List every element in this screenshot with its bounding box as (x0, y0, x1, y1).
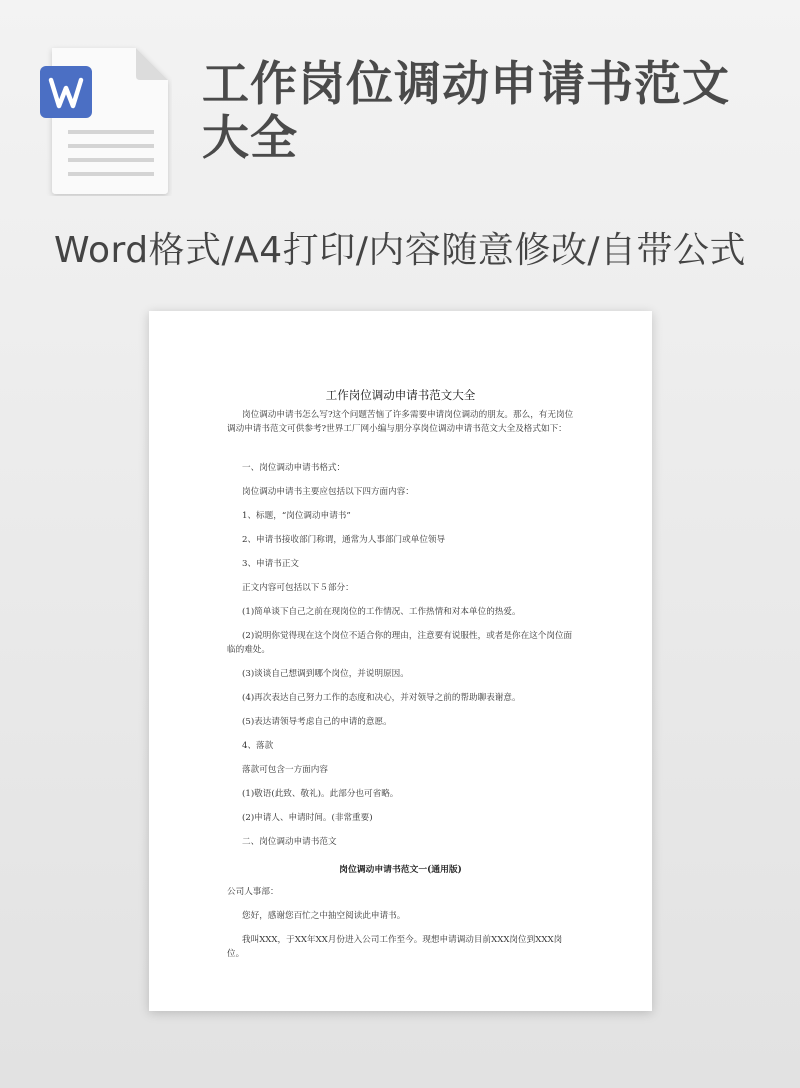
document-line: (1)简单谈下自己之前在现岗位的工作情况、工作热情和对本单位的热爱。 (242, 607, 521, 617)
sample-title: 岗位调动申请书范文一(通用版) (339, 865, 462, 875)
document-line: 落款可包含一方面内容 (242, 765, 328, 775)
document-line: (2)申请人、申请时间。(非常重要) (242, 813, 373, 823)
document-intro: 岗位调动申请书怎么写?这个问题苦恼了许多需要申请岗位调动的朋友。那么，有无岗位调动申请书范文可供参考?世界工厂网小编与朋分享岗位调动申请书范文大全及格式如下： (227, 410, 574, 434)
document-line: (3)谈谈自己想调到哪个岗位，并说明原因。 (242, 669, 409, 679)
document-body-line: 您好，感谢您百忙之中抽空阅读此申请书。 (242, 911, 406, 921)
word-document-icon (40, 44, 172, 196)
document-line: (4)再次表达自己努力工作的态度和决心，并对领导之前的帮助聊表谢意。 (242, 693, 521, 703)
document-line: (1)敬语(此致、敬礼)。此部分也可省略。 (242, 789, 399, 799)
document-line: (2)说明你觉得现在这个岗位不适合你的理由，注意要有说服性，或者是你在这个岗位面临的难处。 (227, 631, 573, 655)
document-body-line: 我叫XXX，于XX年XX月份进入公司工作至今。现想申请调动目前XXX岗位到XXX岗位。 (227, 935, 563, 959)
document-line: 2、申请书接收部门称谓，通常为人事部门或单位领导 (242, 535, 446, 545)
document-line: 1、标题，“岗位调动申请书” (242, 511, 351, 521)
document-line: 一、岗位调动申请书格式： (242, 463, 346, 473)
page-subtitle: Word格式/A4打印/内容随意修改/自带公式 (54, 230, 746, 271)
document-title: 工作岗位调动申请书范文大全 (325, 388, 476, 402)
document-line: 3、申请书正文 (242, 559, 300, 569)
document-line: 4、落款 (242, 741, 274, 751)
document-line: 正文内容可包括以下５部分： (242, 583, 354, 593)
document-line: 岗位调动申请书主要应包括以下四方面内容： (242, 487, 414, 497)
document-line: 二、岗位调动申请书范文 (242, 837, 337, 847)
document-preview (149, 311, 652, 1011)
document-line: (5)表达请领导考虑自己的申请的意愿。 (242, 717, 392, 727)
page-title: 工作岗位调动申请书范文大全 (202, 57, 730, 166)
salutation: 公司人事部： (227, 887, 279, 897)
